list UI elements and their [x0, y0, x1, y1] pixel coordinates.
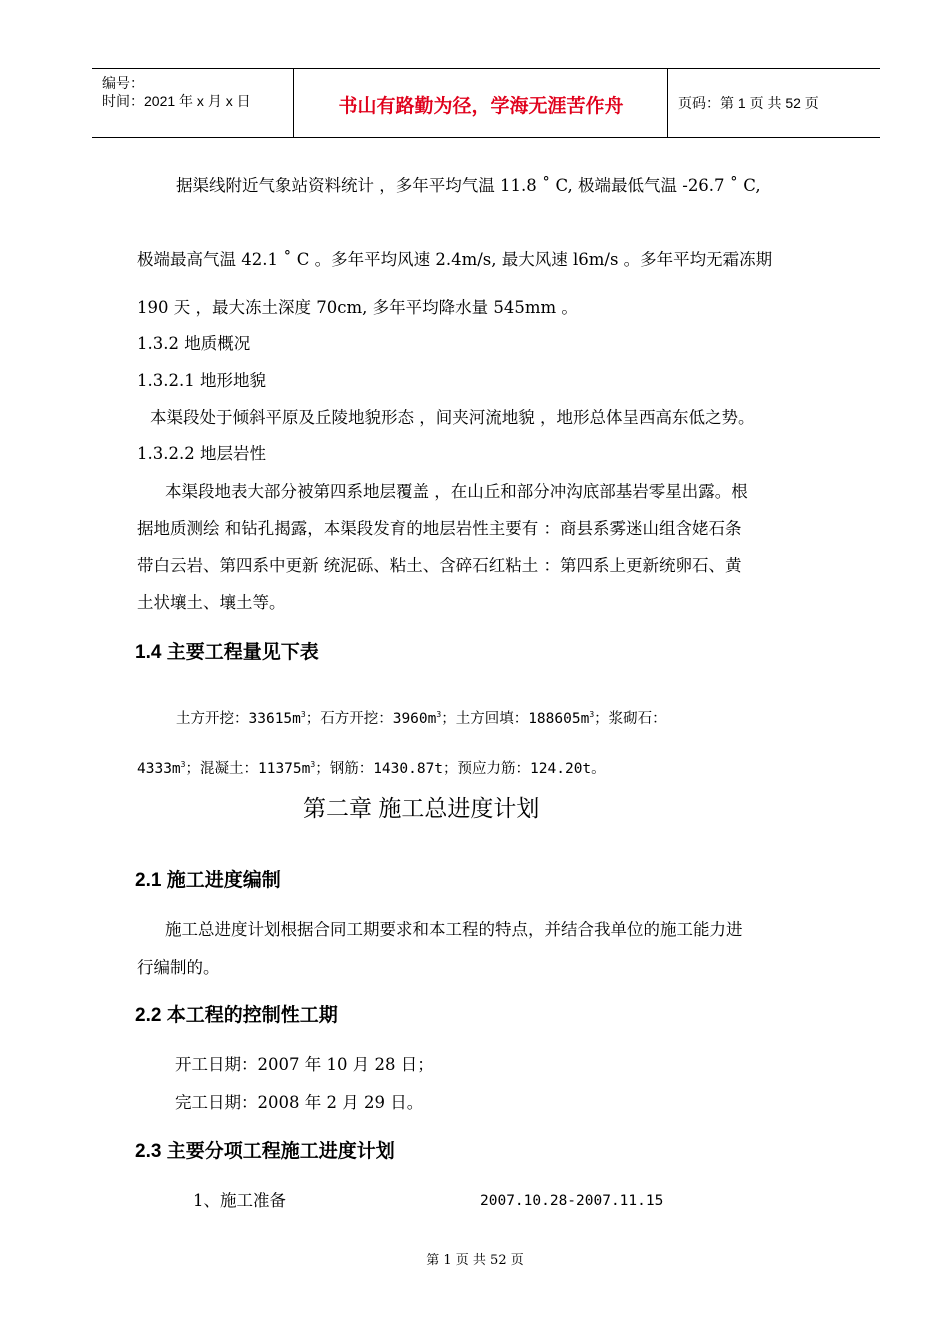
time-label: 时间：2021 年 x 月 x 日 [102, 93, 251, 109]
finish-date: 完工日期：2008 年 2 月 29 日。 [175, 1093, 424, 1112]
schedule-item-1-dates: 2007.10.28-2007.11.15 [480, 1193, 664, 1209]
masonry-value: 4333m [137, 760, 181, 777]
unit-exponent: 3 [310, 760, 316, 769]
earth-cut-value: 33615m [248, 710, 301, 727]
backfill-label: ；土方回填： [441, 710, 529, 727]
heading-2-3: 2.3 主要分项工程施工进度计划 [135, 1141, 395, 1162]
schedule-paragraph-line-1: 施工总进度计划根据合同工期要求和本工程的特点，并结合我单位的施工能力进 [165, 920, 743, 939]
page-number-label: 页码：第 1 页 共 52 页 [678, 95, 819, 111]
page-footer: 第 1 页 共 52 页 [426, 1253, 524, 1268]
heading-1-3-2-2: 1.3.2.2 地层岩性 [137, 444, 266, 463]
chapter-2-title: 第二章 施工总进度计划 [303, 795, 540, 821]
header-motto: 书山有路勤为径，学海无涯苦作舟 [338, 96, 624, 117]
strata-line-1: 本渠段地表大部分被第四系地层覆盖 ，在山丘和部分冲沟底部基岩零星出露。根 [165, 482, 748, 501]
heading-1-4: 1.4 主要工程量见下表 [135, 642, 319, 663]
doc-number-label: 编号： [102, 75, 144, 91]
header-page-cell [667, 69, 881, 137]
heading-1-3-2: 1.3.2 地质概况 [137, 334, 251, 353]
earth-cut-label: 土方开挖： [176, 710, 249, 727]
unit-exponent: 3 [436, 710, 442, 719]
climate-line-2: 极端最高气温 42.1 ˚ C 。多年平均风速 2.4m/s, 最大风速 l6m/s 。多年平均无霜冻期 [137, 250, 773, 269]
page-header [92, 68, 880, 138]
heading-2-2: 2.2 本工程的控制性工期 [135, 1005, 338, 1026]
unit-exponent: 3 [180, 760, 186, 769]
concrete-label: ；混凝土： [185, 760, 258, 777]
header-meta-cell [92, 69, 294, 137]
unit-exponent: 3 [589, 710, 595, 719]
rock-cut-label: ；石方开挖： [305, 710, 393, 727]
steel-label: ；钢筋： [315, 760, 374, 777]
terrain-paragraph: 本渠段处于倾斜平原及丘陵地貌形态 ，间夹河流地貌 ，地形总体呈西高东低之势。 [150, 408, 755, 427]
strata-line-3: 带白云岩、第四系中更新 统泥砾、粘土、含碎石红粘土 ：第四系上更新统卵石、黄 [137, 556, 742, 575]
strata-line-4: 土状壤土、壤土等。 [137, 593, 286, 612]
heading-2-1: 2.1 施工进度编制 [135, 870, 281, 891]
heading-1-3-2-1: 1.3.2.1 地形地貌 [137, 371, 266, 390]
schedule-item-1-label: 1、施工准备 [193, 1191, 286, 1210]
quantities-line-2 [137, 755, 606, 779]
backfill-value: 188605m [528, 710, 590, 727]
rock-cut-value: 3960m [392, 710, 437, 727]
quantities-line-1 [176, 705, 667, 729]
steel-value: 1430.87t [373, 760, 444, 777]
climate-line-1: 据渠线附近气象站资料统计 ，多年平均气温 11.8 ˚ C, 极端最低气温 -26.7 ˚ C, [176, 176, 761, 195]
climate-line-3: 190 天 ，最大冻土深度 70cm, 多年平均降水量 545mm 。 [137, 298, 578, 317]
prestress-value: 124.20t。 [530, 760, 606, 777]
strata-line-2: 据地质测绘 和钻孔揭露，本渠段发育的地层岩性主要有 ：商县系雾迷山组含姥石条 [137, 519, 742, 538]
masonry-label: ；浆砌石： [594, 710, 667, 727]
concrete-value: 11375m [257, 760, 311, 777]
prestress-label: ；预应力筋： [443, 760, 531, 777]
start-date: 开工日期：2007 年 10 月 28 日； [175, 1055, 434, 1074]
schedule-paragraph-line-2: 行编制的。 [137, 958, 220, 977]
unit-exponent: 3 [300, 710, 306, 719]
